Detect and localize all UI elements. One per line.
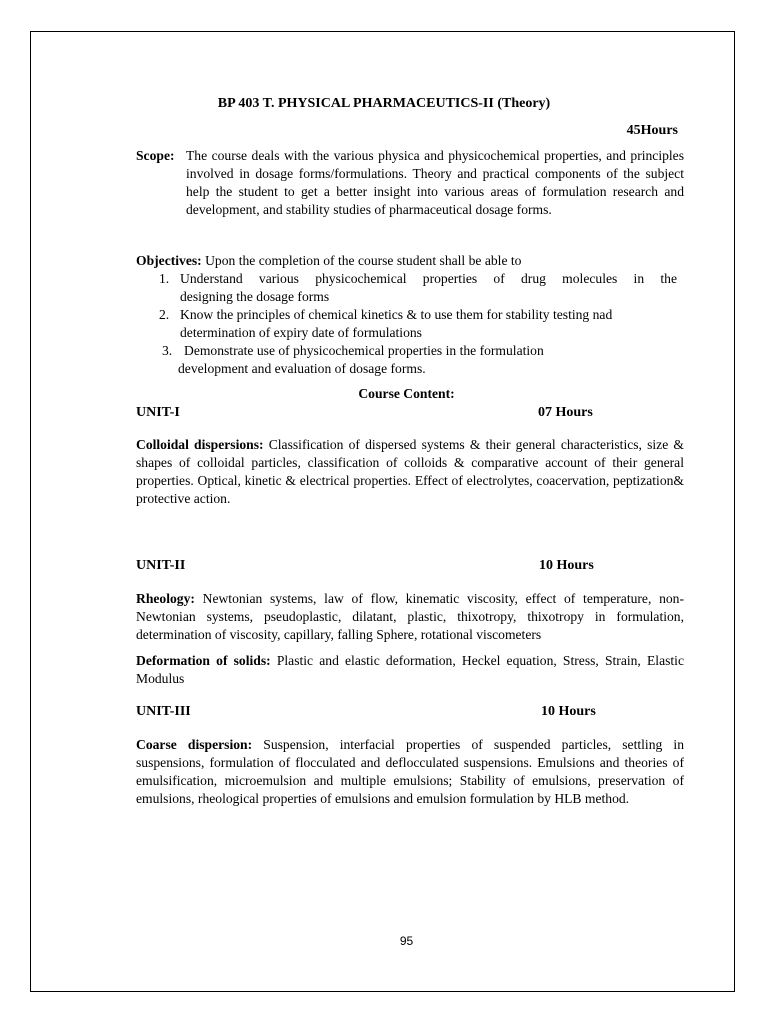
unit-1-name: UNIT-I — [136, 405, 180, 420]
objectives-intro — [136, 252, 686, 270]
unit-2-topic-2 — [136, 652, 684, 688]
objective-3-line1: Demonstrate use of physicochemical properties in the formulation — [184, 343, 544, 358]
topic-text: Suspension, interfacial properties of suspended particles, settling in suspensions, formulation of flocculated and deflocculated suspensions. Emulsions and theories of emulsification, microemulsion and multiple emulsions; Stability of emulsions, preservation of emulsions, rheological properties of emulsions and emulsion formulation by HLB method. — [136, 737, 684, 806]
page-number: 95 — [399, 934, 414, 948]
unit-2-hours: 10 Hours — [539, 558, 594, 573]
scope-label: Scope: — [136, 148, 175, 163]
unit-1-topic-1 — [136, 436, 684, 508]
objective-1-line2: designing the dosage forms — [180, 289, 330, 304]
unit-2-topic-1 — [136, 590, 684, 644]
objective-1-line1: Understand various physicochemical properties of drug molecules in the — [180, 271, 677, 286]
topic-label: Deformation of solids: — [136, 653, 271, 668]
course-title: BP 403 T. PHYSICAL PHARMACEUTICS-II (Theory) — [217, 96, 551, 111]
objective-2-number: 2. — [159, 307, 170, 322]
scope-text: The course deals with the various physica and physicochemical properties, and principles involved in dosage forms/formulations. Theory and practical components of the subject help the student to get a better insight into various areas of formulation research and development, and stability studies of pharmaceutical dosage forms. — [186, 148, 684, 217]
objective-2-line2: determination of expiry date of formulations — [180, 325, 422, 340]
unit-3-topic-1 — [136, 736, 684, 808]
objectives-intro-text: Upon the completion of the course student shall be able to — [205, 253, 522, 268]
unit-2-name: UNIT-II — [136, 558, 186, 573]
unit-1-hours: 07 Hours — [538, 405, 593, 420]
objective-3-line2: development and evaluation of dosage forms. — [178, 361, 426, 376]
objective-1-number: 1. — [159, 271, 170, 286]
objective-3-number: 3. — [162, 343, 173, 358]
objectives-label: Objectives: — [136, 253, 202, 268]
objective-2-line1: Know the principles of chemical kinetics & to use them for stability testing nad — [180, 307, 613, 322]
topic-label: Colloidal dispersions: — [136, 437, 264, 452]
total-hours: 45Hours — [626, 123, 678, 138]
topic-text: Classification of dispersed systems & their general characteristics, size & shapes of colloidal particles, classification of colloids & comparative account of their general properties. Optical, kinetic & electrical properties. Effect of electrolytes, coacervation, peptization& protective action. — [136, 437, 684, 506]
topic-label: Rheology: — [136, 591, 195, 606]
unit-3-name: UNIT-III — [136, 704, 191, 719]
topic-text: Newtonian systems, law of flow, kinematic viscosity, effect of temperature, non-Newtonian systems, pseudoplastic, dilatant, plastic, thixotropy, thixotropy in formulation, determination of viscosity, capillary, falling Sphere, rotational viscometers — [136, 591, 684, 642]
course-content-heading: Course Content: — [358, 386, 455, 401]
unit-3-hours: 10 Hours — [541, 704, 596, 719]
topic-label: Coarse dispersion: — [136, 737, 253, 752]
topic-text: Plastic and elastic deformation, Heckel equation, Stress, Strain, Elastic Modulus — [136, 653, 684, 686]
